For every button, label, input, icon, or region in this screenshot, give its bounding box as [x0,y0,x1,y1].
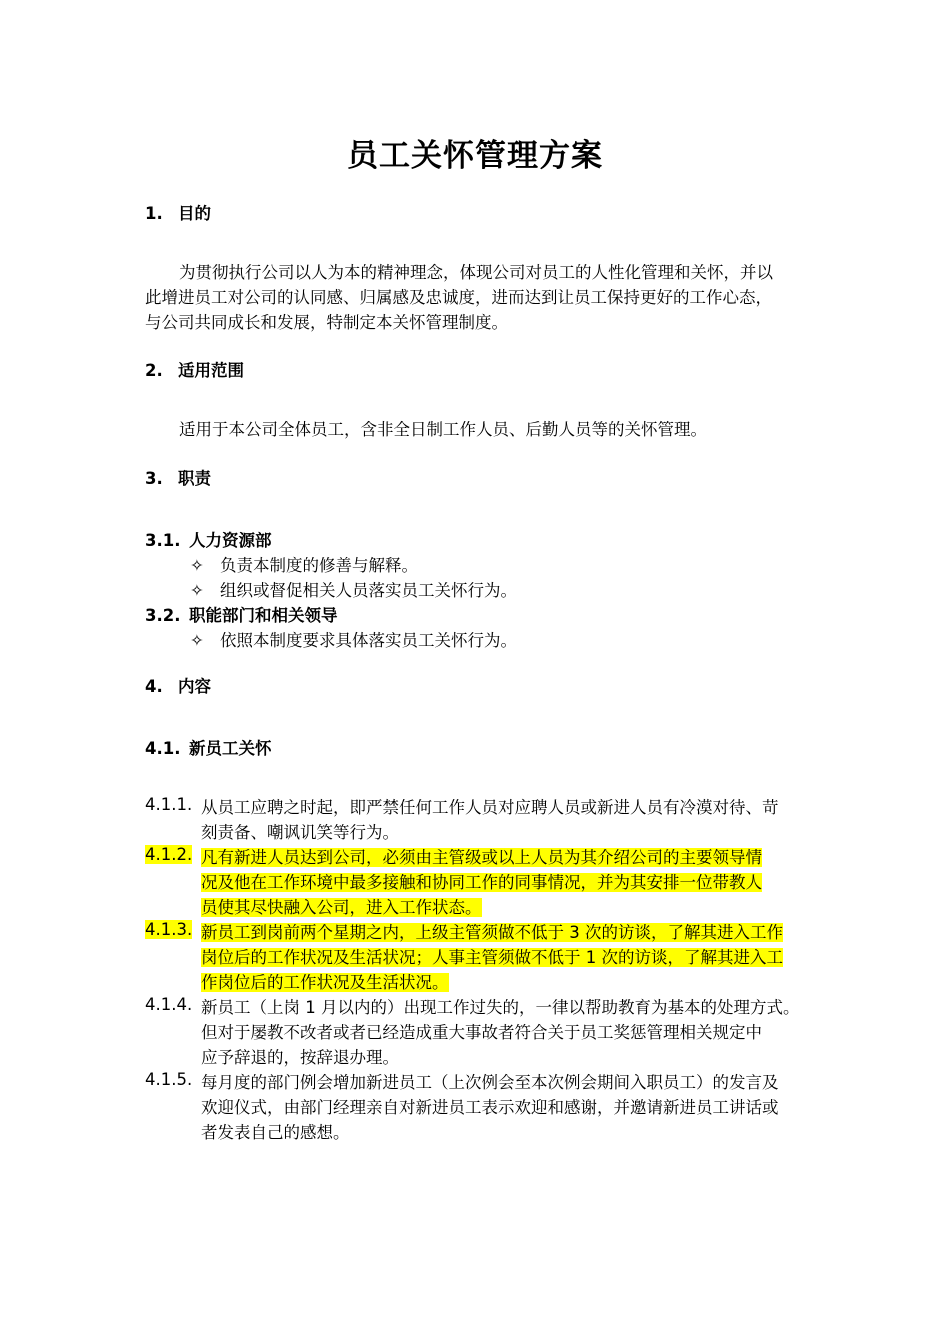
clause-line: 从员工应聘之时起，即严禁任何工作人员对应聘人员或新进人员有冷漠对待、苛 [201,798,779,817]
scope-text: 适用于本公司全体员工，含非全日制工作人员、后勤人员等的关怀管理。 [179,420,707,439]
subsection-4-1-heading [145,735,272,759]
section-3-heading [145,465,211,489]
bullet-text: 依照本制度要求具体落实员工关怀行为。 [220,631,517,650]
clause-line: 者发表自己的感想。 [201,1123,350,1142]
subsection-number: 3.2. [145,606,181,625]
section-number: 2. [145,361,163,380]
clause-line-highlighted: 员使其尽快融入公司，进入工作状态。 [201,898,482,917]
section-title: 适用范围 [178,361,244,380]
bullet-text: 组织或督促相关人员落实员工关怀行为。 [220,581,517,600]
clause-line: 刻责备、嘲讽讥笑等行为。 [201,823,399,842]
clause-line: 新员工（上岗 1 月以内的）出现工作过失的，一律以帮助教育为基本的处理方式。 [201,998,800,1017]
clause-line-highlighted: 岗位后的工作状况及生活状况；人事主管须做不低于 1 次的访谈，了解其进入工 [201,948,783,967]
subsection-title: 人力资源部 [189,531,272,550]
document-title: 员工关怀管理方案 [347,138,603,174]
section-4-heading [145,673,211,697]
bullet-text: 负责本制度的修善与解释。 [220,556,418,575]
bullet-item [190,577,517,601]
section-title: 内容 [178,677,211,696]
clause-number: 4.1.5. [145,1070,193,1089]
bullet-icon: ✧ [190,556,204,575]
section-2-heading [145,357,244,381]
subsection-title: 新员工关怀 [189,739,272,758]
purpose-line-2: 此增进员工对公司的认同感、归属感及忠诚度，进而达到让员工保持更好的工作心态， [145,288,772,307]
clause-line-highlighted: 新员工到岗前两个星期之内，上级主管须做不低于 3 次的访谈，了解其进入工作 [201,923,783,942]
subsection-3-1-heading [145,527,272,551]
subsection-3-2-heading [145,602,338,626]
clause-line: 但对于屡教不改者或者已经造成重大事故者符合关于员工奖惩管理相关规定中 [201,1023,762,1042]
clause-line: 应予辞退的，按辞退办理。 [201,1048,399,1067]
section-number: 1. [145,204,163,223]
bullet-item [190,552,418,576]
purpose-line-3: 与公司共同成长和发展，特制定本关怀管理制度。 [145,313,508,332]
section-number: 4. [145,677,163,696]
clause-number: 4.1.2. [145,845,193,864]
clause-line-highlighted: 作岗位后的工作状况及生活状况。 [201,973,449,992]
clause-line-highlighted: 凡有新进人员达到公司，必须由主管级或以上人员为其介绍公司的主要领导情 [201,848,762,867]
subsection-number: 3.1. [145,531,181,550]
subsection-title: 职能部门和相关领导 [189,606,338,625]
clause-line: 每月度的部门例会增加新进员工（上次例会至本次例会期间入职员工）的发言及 [201,1073,779,1092]
clause-number: 4.1.1. [145,795,193,814]
section-title: 职责 [178,469,211,488]
clause-number: 4.1.3. [145,920,193,939]
purpose-line-1: 为贯彻执行公司以人为本的精神理念，体现公司对员工的人性化管理和关怀，并以 [179,263,773,282]
clause-number: 4.1.4. [145,995,193,1014]
bullet-item [190,627,517,651]
section-number: 3. [145,469,163,488]
subsection-number: 4.1. [145,739,181,758]
clause-line: 欢迎仪式，由部门经理亲自对新进员工表示欢迎和感谢，并邀请新进员工讲话或 [201,1098,779,1117]
clause-line-highlighted: 况及他在工作环境中最多接触和协同工作的同事情况，并为其安排一位带教人 [201,873,762,892]
section-1-heading [145,200,211,224]
bullet-icon: ✧ [190,631,204,650]
section-title: 目的 [178,204,211,223]
bullet-icon: ✧ [190,581,204,600]
